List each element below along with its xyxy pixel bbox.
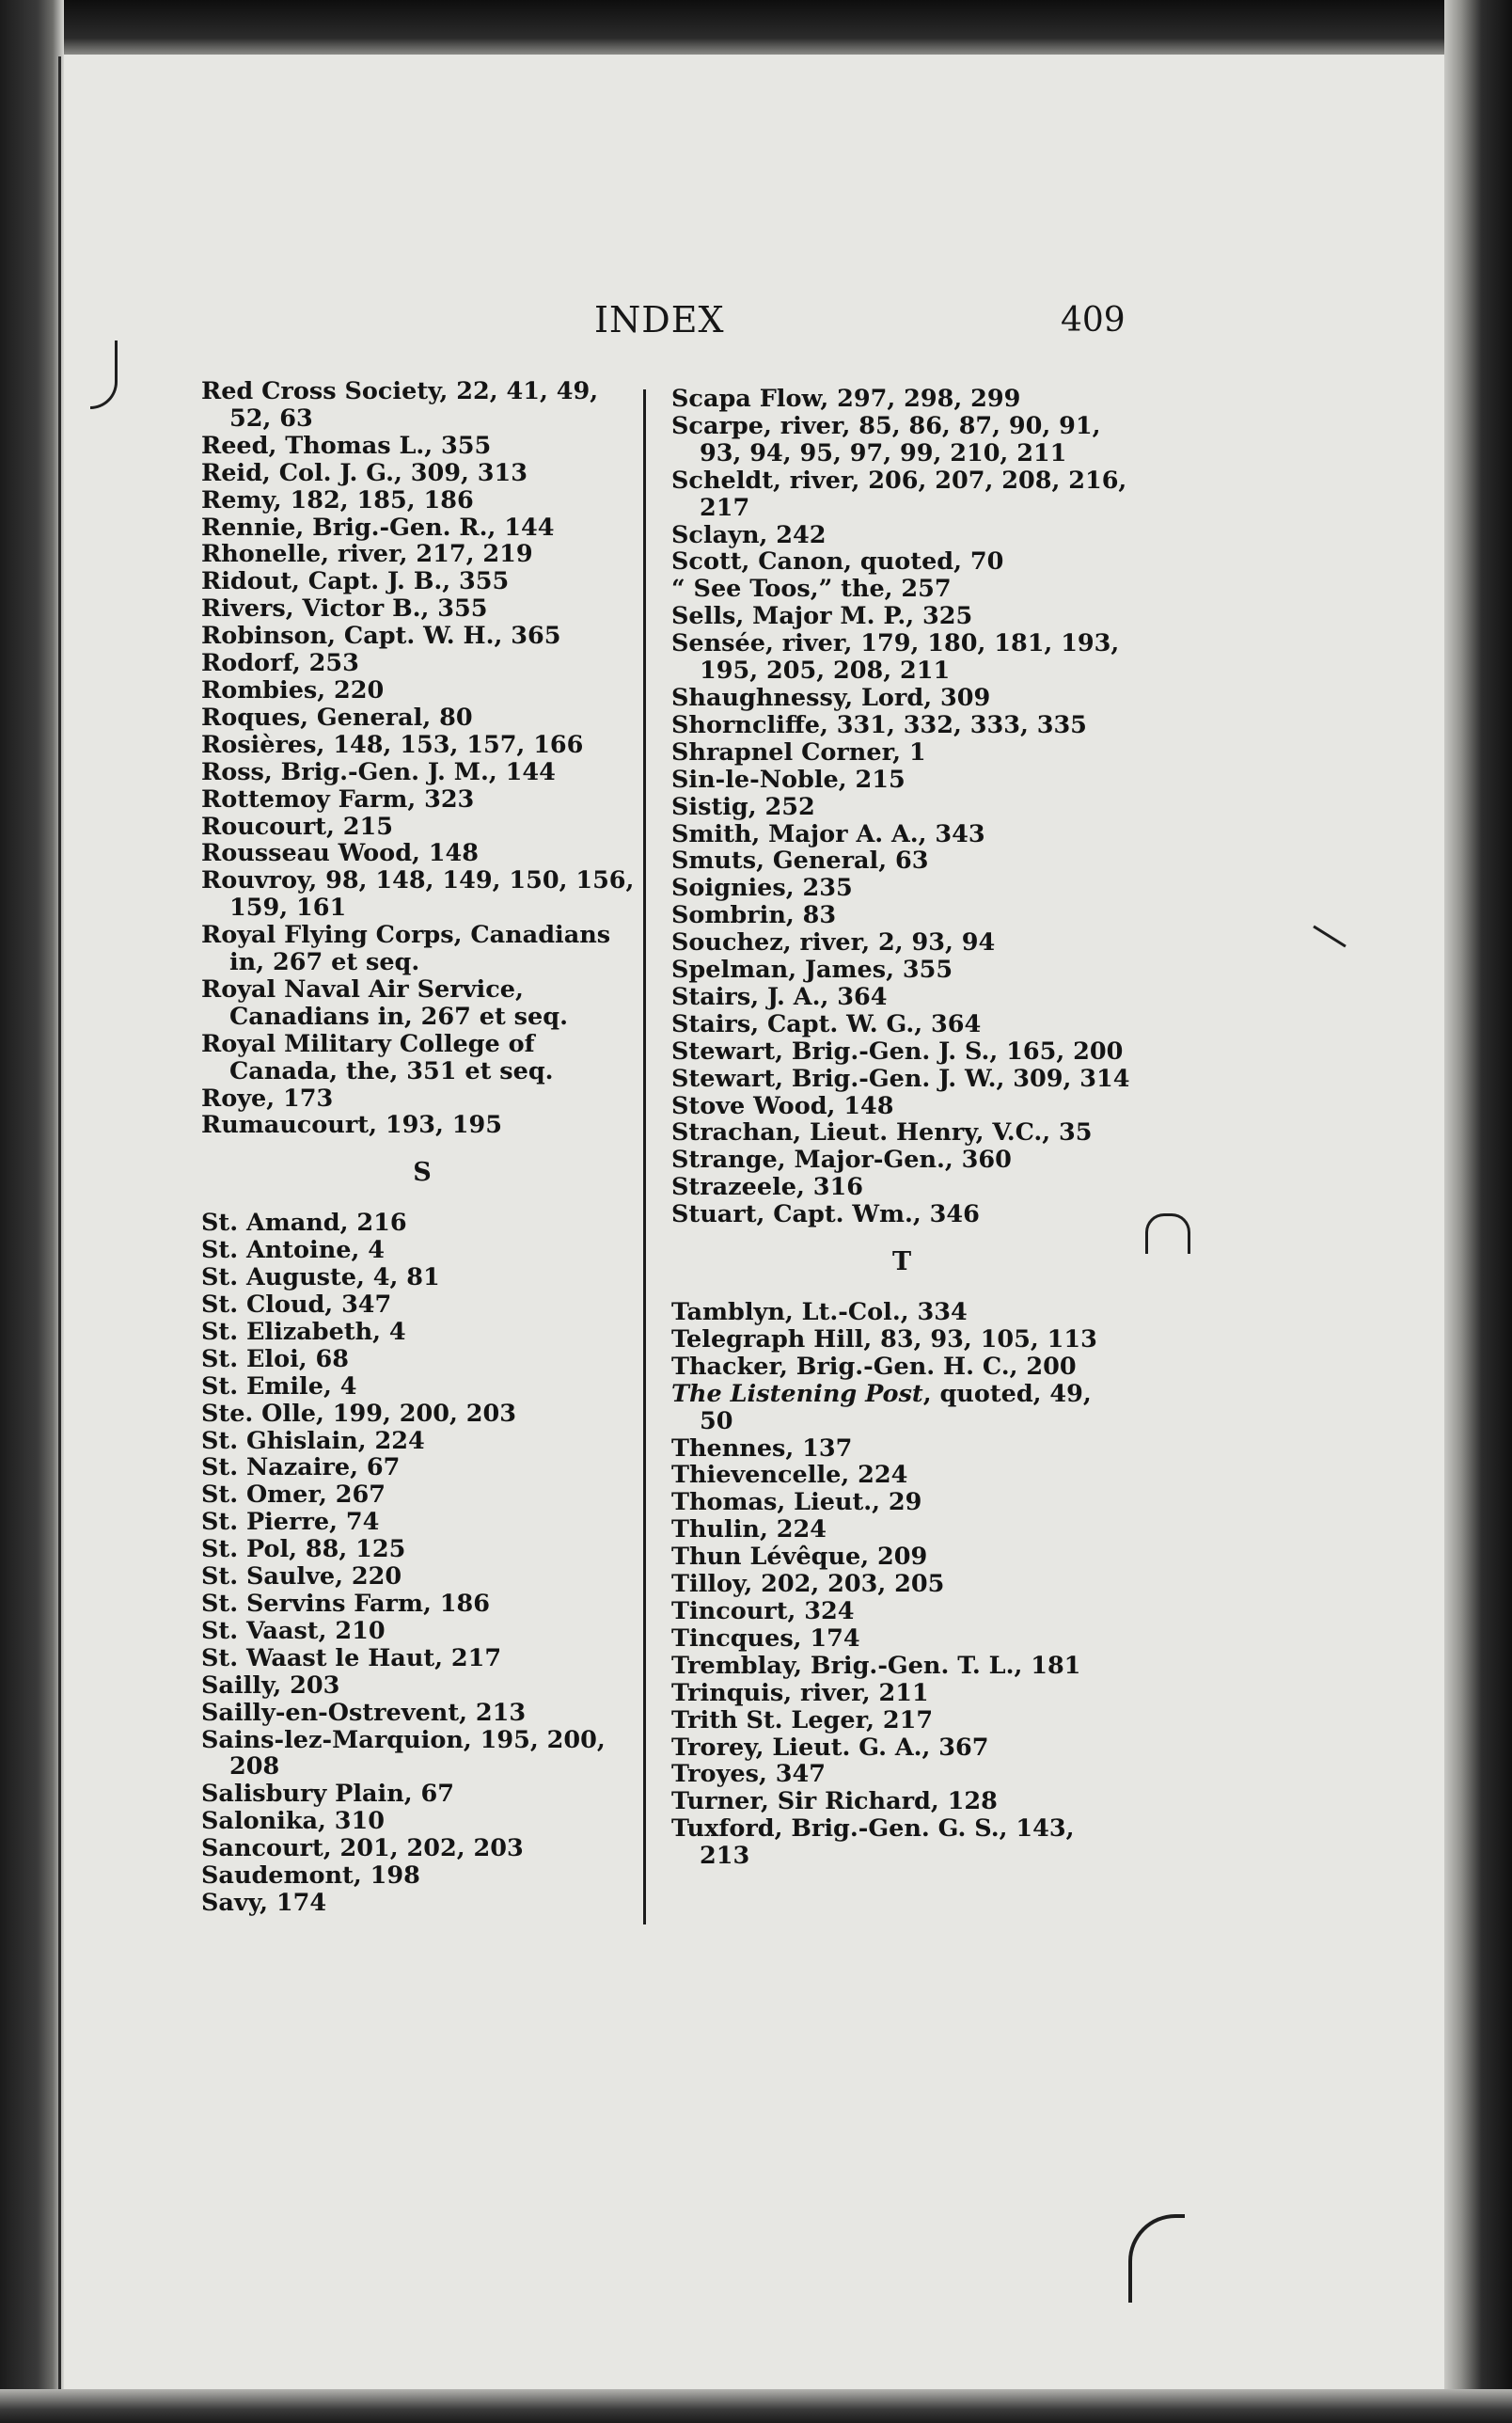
index-entry: St. Emile, 4 bbox=[201, 1371, 357, 1401]
index-entry: Tincourt, 324 bbox=[671, 1596, 855, 1625]
index-entry: Ste. Olle, 199, 200, 203 bbox=[201, 1399, 516, 1428]
index-entry: Sains-lez-Marquion, 195, 200, 208 bbox=[201, 1725, 606, 1782]
index-entry: Stewart, Brig.-Gen. J. S., 165, 200 bbox=[671, 1037, 1124, 1066]
book-spine-shadow bbox=[0, 0, 64, 2423]
pen-mark-dash bbox=[1313, 926, 1347, 948]
index-entry: Scheldt, river, 206, 207, 208, 216, 217 bbox=[671, 466, 1127, 522]
index-entry: Ridout, Capt. J. B., 355 bbox=[201, 567, 510, 596]
index-entry: Tamblyn, Lt.-Col., 334 bbox=[671, 1298, 968, 1326]
index-entry: Sensée, river, 179, 180, 181, 193, 195, 205, 208, 211 bbox=[671, 629, 1120, 686]
pen-mark-right-middle bbox=[1145, 1213, 1190, 1254]
italic-title: The Listening Post bbox=[671, 1379, 923, 1408]
index-entry: Rennie, Brig.-Gen. R., 144 bbox=[201, 513, 555, 542]
page-right-shadow bbox=[1444, 0, 1512, 2423]
index-entry: Scapa Flow, 297, 298, 299 bbox=[671, 385, 1021, 413]
index-entry: St. Nazaire, 67 bbox=[201, 1453, 401, 1482]
index-entry: St. Waast le Haut, 217 bbox=[201, 1643, 502, 1672]
index-entry: Sailly-en-Ostrevent, 213 bbox=[201, 1698, 527, 1727]
scan-top-shadow bbox=[0, 0, 1512, 55]
index-entry: Stairs, Capt. W. G., 364 bbox=[671, 1009, 982, 1038]
index-entry: Rhonelle, river, 217, 219 bbox=[201, 540, 533, 569]
index-entry: St. Servins Farm, 186 bbox=[201, 1589, 490, 1618]
index-entry: St. Antoine, 4 bbox=[201, 1236, 386, 1265]
index-entry: Sailly, 203 bbox=[201, 1671, 340, 1700]
index-entry: Roye, 173 bbox=[201, 1084, 334, 1113]
index-entry: Tuxford, Brig.-Gen. G. S., 143, 213 bbox=[671, 1814, 1075, 1871]
index-entry: Spelman, James, 355 bbox=[671, 956, 953, 985]
index-entry: Scarpe, river, 85, 86, 87, 90, 91, 93, 94, 95, 97, 99, 210, 211 bbox=[671, 411, 1101, 467]
index-entry-listening-post bbox=[671, 1381, 1132, 1435]
index-entry: Tincques, 174 bbox=[671, 1623, 860, 1653]
index-entry: Rosières, 148, 153, 157, 166 bbox=[201, 730, 584, 759]
index-entry: Strachan, Lieut. Henry, V.C., 35 bbox=[671, 1118, 1093, 1148]
index-entry: Ross, Brig.-Gen. J. M., 144 bbox=[201, 757, 556, 786]
index-entry: St. Vaast, 210 bbox=[201, 1616, 386, 1645]
index-entry: Rousseau Wood, 148 bbox=[201, 839, 480, 868]
index-entry: Rivers, Victor B., 355 bbox=[201, 594, 488, 624]
index-entry: Thennes, 137 bbox=[671, 1433, 853, 1463]
index-entry: Rodorf, 253 bbox=[201, 649, 359, 678]
index-entry: Telegraph Hill, 83, 93, 105, 113 bbox=[671, 1324, 1097, 1354]
index-entry: Remy, 182, 185, 186 bbox=[201, 485, 474, 515]
index-group-t bbox=[671, 1299, 1132, 1870]
index-entry: Rombies, 220 bbox=[201, 675, 385, 705]
index-entry: Trith St. Leger, 217 bbox=[671, 1705, 934, 1734]
index-entry: “ See Toos,” the, 257 bbox=[671, 575, 952, 604]
index-entry: Sombrin, 83 bbox=[671, 901, 837, 930]
index-entry: Sells, Major M. P., 325 bbox=[671, 602, 973, 631]
page-edge-rule bbox=[58, 56, 61, 2423]
index-entry: Sistig, 252 bbox=[671, 792, 815, 821]
index-entry: Stewart, Brig.-Gen. J. W., 309, 314 bbox=[671, 1064, 1130, 1093]
index-entry: Royal Naval Air Service, Canadians in, 267 et seq. bbox=[201, 974, 568, 1031]
index-entry: St. Amand, 216 bbox=[201, 1209, 407, 1238]
index-entry: Rumaucourt, 193, 195 bbox=[201, 1111, 503, 1140]
entry-pages: , quoted, 49, 50 bbox=[700, 1379, 1092, 1435]
index-entry: Tremblay, Brig.-Gen. T. L., 181 bbox=[671, 1651, 1081, 1680]
index-entry: Rouvroy, 98, 148, 149, 150, 156, 159, 161 bbox=[201, 866, 635, 923]
index-entry: Smuts, General, 63 bbox=[671, 847, 929, 876]
index-entry: St. Auguste, 4, 81 bbox=[201, 1263, 440, 1292]
index-entry: Red Cross Society, 22, 41, 49, 52, 63 bbox=[201, 377, 599, 433]
index-entry: Shrapnel Corner, 1 bbox=[671, 737, 926, 767]
index-entry: Sancourt, 201, 202, 203 bbox=[201, 1834, 524, 1863]
scan-bottom-shadow bbox=[0, 2389, 1512, 2423]
index-entry: Thacker, Brig.-Gen. H. C., 200 bbox=[671, 1352, 1077, 1381]
index-entry: Salisbury Plain, 67 bbox=[201, 1780, 455, 1809]
index-entry: St. Pierre, 74 bbox=[201, 1508, 380, 1537]
index-entry: Reid, Col. J. G., 309, 313 bbox=[201, 458, 528, 487]
index-entry: Royal Flying Corps, Canadians in, 267 et seq. bbox=[201, 921, 611, 977]
section-letter-s: S bbox=[413, 1158, 432, 1188]
index-entry: Stove Wood, 148 bbox=[671, 1091, 894, 1120]
index-entry: Royal Military College of Canada, the, 351 et seq. bbox=[201, 1029, 554, 1085]
index-entry: Roucourt, 215 bbox=[201, 812, 394, 841]
index-entry: St. Eloi, 68 bbox=[201, 1344, 350, 1373]
index-group-r bbox=[201, 378, 643, 1139]
index-entry: Turner, Sir Richard, 128 bbox=[671, 1787, 998, 1816]
index-entry: Sin-le-Noble, 215 bbox=[671, 765, 906, 794]
index-entry: Robinson, Capt. W. H., 365 bbox=[201, 622, 561, 651]
index-group-s-continued bbox=[671, 386, 1132, 1228]
index-entry: Sclayn, 242 bbox=[671, 520, 827, 549]
index-entry: Saudemont, 198 bbox=[201, 1861, 420, 1891]
section-letter-t: T bbox=[891, 1247, 912, 1277]
index-entry: Salonika, 310 bbox=[201, 1807, 386, 1836]
column-divider bbox=[643, 389, 646, 1924]
index-entry: Strange, Major-Gen., 360 bbox=[671, 1146, 1012, 1175]
index-entry: Thomas, Lieut., 29 bbox=[671, 1488, 922, 1517]
index-group-s bbox=[201, 1210, 643, 1917]
running-head bbox=[0, 299, 1512, 352]
index-entry: Shaughnessy, Lord, 309 bbox=[671, 683, 991, 712]
index-entry: St. Ghislain, 224 bbox=[201, 1426, 425, 1455]
index-entry: Stairs, J. A., 364 bbox=[671, 982, 888, 1011]
index-entry: Tilloy, 202, 203, 205 bbox=[671, 1570, 945, 1599]
index-entry: Thulin, 224 bbox=[671, 1515, 827, 1544]
pen-mark-left bbox=[90, 340, 118, 409]
index-entry: Reed, Thomas L., 355 bbox=[201, 431, 492, 460]
index-entry: Shorncliffe, 331, 332, 333, 335 bbox=[671, 710, 1087, 739]
pen-mark-bottom-right bbox=[1128, 2214, 1185, 2303]
page-number: 409 bbox=[1061, 301, 1126, 340]
page-title: INDEX bbox=[594, 299, 725, 340]
index-entry: Soignies, 235 bbox=[671, 874, 853, 903]
index-entry: Souchez, river, 2, 93, 94 bbox=[671, 928, 996, 958]
index-entry: St. Cloud, 347 bbox=[201, 1291, 392, 1319]
index-entry: St. Omer, 267 bbox=[201, 1481, 386, 1510]
index-entry: Roques, General, 80 bbox=[201, 703, 473, 732]
index-entry: Rottemoy Farm, 323 bbox=[201, 784, 475, 814]
index-entry: Thievencelle, 224 bbox=[671, 1461, 908, 1490]
index-entry: Scott, Canon, quoted, 70 bbox=[671, 547, 1004, 577]
index-column-left bbox=[201, 378, 643, 1917]
index-entry: Savy, 174 bbox=[201, 1888, 327, 1917]
index-entry: Trinquis, river, 211 bbox=[671, 1678, 929, 1707]
index-entry: Trorey, Lieut. G. A., 367 bbox=[671, 1733, 989, 1762]
index-entry: Smith, Major A. A., 343 bbox=[671, 819, 985, 848]
index-entry: St. Pol, 88, 125 bbox=[201, 1535, 406, 1564]
index-entry: Stuart, Capt. Wm., 346 bbox=[671, 1200, 980, 1229]
index-column-right bbox=[671, 386, 1132, 1870]
index-entry: St. Saulve, 220 bbox=[201, 1562, 402, 1592]
index-entry: St. Elizabeth, 4 bbox=[201, 1317, 406, 1346]
index-entry: Troyes, 347 bbox=[671, 1760, 826, 1789]
index-entry: Strazeele, 316 bbox=[671, 1173, 863, 1202]
index-entry: Thun Lévêque, 209 bbox=[671, 1543, 928, 1572]
